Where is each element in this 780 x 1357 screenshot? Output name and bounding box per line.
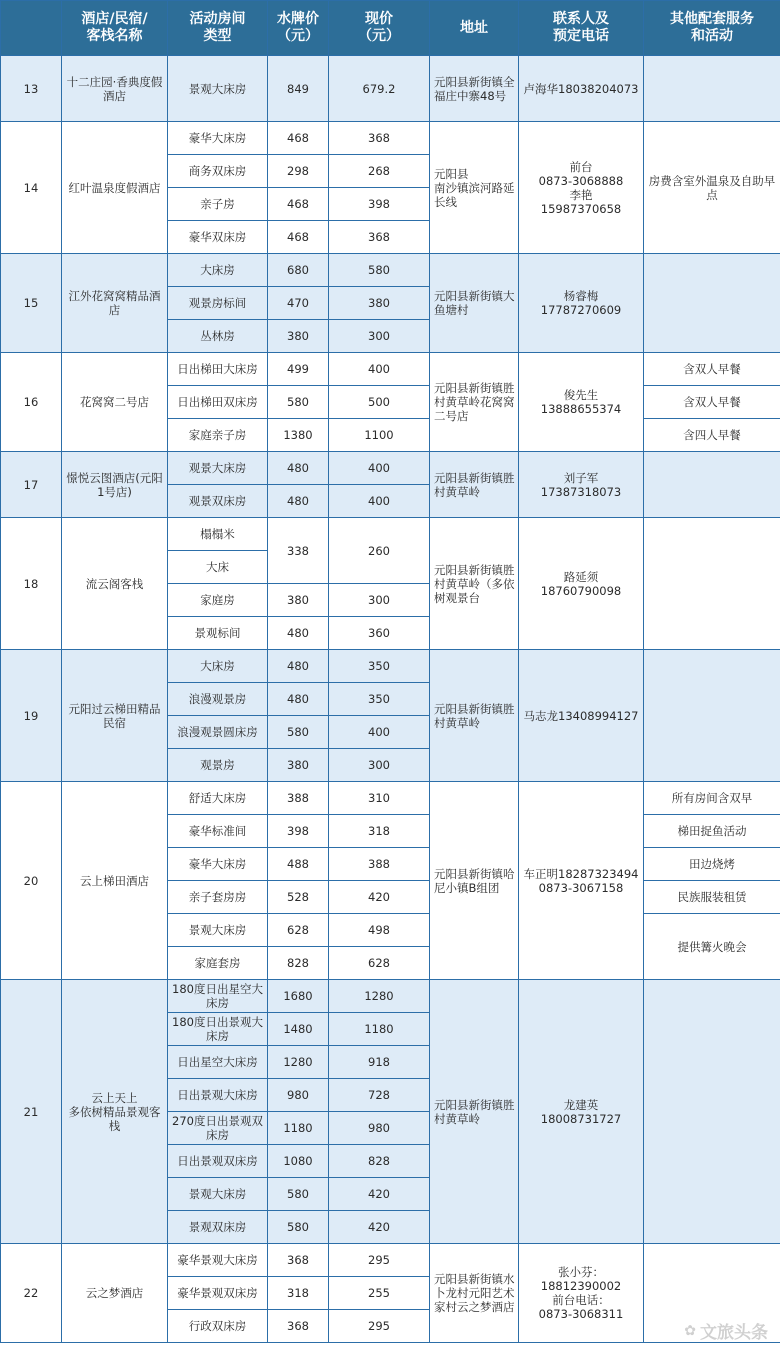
room-type: 豪华景观双床房 — [168, 1277, 268, 1310]
current-price: 300 — [329, 749, 430, 782]
room-type: 行政双床房 — [168, 1310, 268, 1343]
room-type: 商务双床房 — [168, 155, 268, 188]
current-price: 420 — [329, 1178, 430, 1211]
room-type: 观景房 — [168, 749, 268, 782]
room-type: 270度日出景观双床房 — [168, 1112, 268, 1145]
room-type: 大床 — [168, 551, 268, 584]
header-row — [1, 1, 780, 56]
list-price: 580 — [268, 1178, 329, 1211]
table-row — [1, 518, 780, 551]
current-price: 398 — [329, 188, 430, 221]
room-type: 亲子房 — [168, 188, 268, 221]
list-price: 480 — [268, 617, 329, 650]
list-price: 380 — [268, 584, 329, 617]
hotel-contact: 杨睿梅 17787270609 — [519, 254, 644, 353]
hotel-address: 元阳县 南沙镇滨河路延长线 — [430, 122, 519, 254]
header-services: 其他配套服务 和活动 — [644, 1, 780, 56]
hotel-address: 元阳县新街镇胜村黄草岭 — [430, 650, 519, 782]
hotel-number: 20 — [1, 782, 62, 980]
room-type: 家庭套房 — [168, 947, 268, 980]
list-price: 1280 — [268, 1046, 329, 1079]
hotel-number: 14 — [1, 122, 62, 254]
table-row — [1, 122, 780, 155]
hotel-name: 憬悦云图酒店(元阳1号店) — [62, 452, 168, 518]
hotel-name: 花窝窝二号店 — [62, 353, 168, 452]
room-type: 180度日出星空大床房 — [168, 980, 268, 1013]
hotel-number: 19 — [1, 650, 62, 782]
hotel-contact: 前台 0873-3068888 李艳 15987370658 — [519, 122, 644, 254]
list-price: 368 — [268, 1244, 329, 1277]
hotel-name: 云上天上 多依树精品景观客栈 — [62, 980, 168, 1244]
hotel-name: 云上梯田酒店 — [62, 782, 168, 980]
list-price: 398 — [268, 815, 329, 848]
room-type: 景观大床房 — [168, 56, 268, 122]
current-price: 295 — [329, 1310, 430, 1343]
paw-icon: ✿ — [684, 1322, 696, 1339]
list-price: 580 — [268, 386, 329, 419]
list-price: 480 — [268, 650, 329, 683]
hotel-service: 所有房间含双早 — [644, 782, 780, 815]
current-price: 300 — [329, 320, 430, 353]
list-price: 380 — [268, 749, 329, 782]
list-price: 528 — [268, 881, 329, 914]
hotel-number: 13 — [1, 56, 62, 122]
room-type: 观景房标间 — [168, 287, 268, 320]
room-type: 豪华标准间 — [168, 815, 268, 848]
hotel-number: 15 — [1, 254, 62, 353]
list-price: 468 — [268, 122, 329, 155]
room-type: 浪漫观景房 — [168, 683, 268, 716]
room-type: 大床房 — [168, 254, 268, 287]
list-price: 849 — [268, 56, 329, 122]
hotel-name: 红叶温泉度假酒店 — [62, 122, 168, 254]
current-price: 300 — [329, 584, 430, 617]
header-address: 地址 — [430, 1, 519, 56]
hotel-contact: 车正明18287323494 0873-3067158 — [519, 782, 644, 980]
current-price: 679.2 — [329, 56, 430, 122]
table-row — [1, 980, 780, 1013]
room-type: 豪华大床房 — [168, 848, 268, 881]
hotel-number: 18 — [1, 518, 62, 650]
hotel-name: 元阳过云梯田精品民宿 — [62, 650, 168, 782]
hotel-name: 云之梦酒店 — [62, 1244, 168, 1343]
header-contact: 联系人及 预定电话 — [519, 1, 644, 56]
current-price: 400 — [329, 452, 430, 485]
current-price: 498 — [329, 914, 430, 947]
list-price: 488 — [268, 848, 329, 881]
list-price: 480 — [268, 485, 329, 518]
list-price: 580 — [268, 716, 329, 749]
hotel-service: 含双人早餐 — [644, 386, 780, 419]
current-price: 828 — [329, 1145, 430, 1178]
table-row — [1, 254, 780, 287]
hotel-contact: 龙建英 18008731727 — [519, 980, 644, 1244]
current-price: 400 — [329, 485, 430, 518]
header-current-price: 现价 （元） — [329, 1, 430, 56]
current-price: 728 — [329, 1079, 430, 1112]
current-price: 255 — [329, 1277, 430, 1310]
list-price: 468 — [268, 188, 329, 221]
hotel-service — [644, 980, 780, 1244]
hotel-address: 元阳县新街镇胜村黄草岭 — [430, 980, 519, 1244]
current-price: 400 — [329, 353, 430, 386]
list-price: 1480 — [268, 1013, 329, 1046]
current-price: 420 — [329, 1211, 430, 1244]
room-type: 家庭亲子房 — [168, 419, 268, 452]
room-type: 榻榻米 — [168, 518, 268, 551]
room-type: 日出景观大床房 — [168, 1079, 268, 1112]
hotel-address: 元阳县新街镇胜村黄草岭花窝窝二号店 — [430, 353, 519, 452]
current-price: 368 — [329, 122, 430, 155]
table-row — [1, 1244, 780, 1277]
current-price: 318 — [329, 815, 430, 848]
table-body — [1, 56, 780, 1343]
hotel-contact: 路延须 18760790098 — [519, 518, 644, 650]
header-room-type: 活动房间 类型 — [168, 1, 268, 56]
list-price: 368 — [268, 1310, 329, 1343]
current-price: 628 — [329, 947, 430, 980]
hotel-service — [644, 254, 780, 353]
list-price: 1180 — [268, 1112, 329, 1145]
list-price: 468 — [268, 221, 329, 254]
current-price: 380 — [329, 287, 430, 320]
hotel-service: 房费含室外温泉及自助早点 — [644, 122, 780, 254]
watermark — [684, 1318, 768, 1343]
hotel-number: 22 — [1, 1244, 62, 1343]
list-price: 480 — [268, 452, 329, 485]
hotel-service — [644, 650, 780, 782]
table-row — [1, 353, 780, 386]
current-price: 260 — [329, 518, 430, 584]
hotel-number: 17 — [1, 452, 62, 518]
hotel-service: 民族服装租赁 — [644, 881, 780, 914]
watermark-text: 文旅头条 — [700, 1323, 768, 1343]
hotel-contact: 马志龙13408994127 — [519, 650, 644, 782]
room-type: 大床房 — [168, 650, 268, 683]
room-type: 景观大床房 — [168, 914, 268, 947]
hotel-service — [644, 452, 780, 518]
header-name: 酒店/民宿/ 客栈名称 — [62, 1, 168, 56]
room-type: 亲子套房房 — [168, 881, 268, 914]
hotel-name: 流云阁客栈 — [62, 518, 168, 650]
room-type: 浪漫观景圆床房 — [168, 716, 268, 749]
table-row — [1, 650, 780, 683]
hotel-number: 21 — [1, 980, 62, 1244]
list-price: 298 — [268, 155, 329, 188]
room-type: 家庭房 — [168, 584, 268, 617]
room-type: 景观双床房 — [168, 1211, 268, 1244]
hotel-address: 元阳县新街镇水卜龙村元阳艺术家村云之梦酒店 — [430, 1244, 519, 1343]
list-price: 480 — [268, 683, 329, 716]
current-price: 295 — [329, 1244, 430, 1277]
hotel-address: 元阳县新街镇哈尼小镇B组团 — [430, 782, 519, 980]
room-type: 日出梯田大床房 — [168, 353, 268, 386]
room-type: 观景大床房 — [168, 452, 268, 485]
list-price: 338 — [268, 518, 329, 584]
room-type: 丛林房 — [168, 320, 268, 353]
list-price: 580 — [268, 1211, 329, 1244]
list-price: 980 — [268, 1079, 329, 1112]
room-type: 日出梯田双床房 — [168, 386, 268, 419]
hotel-contact: 刘子军 17387318073 — [519, 452, 644, 518]
current-price: 350 — [329, 650, 430, 683]
current-price: 580 — [329, 254, 430, 287]
hotel-service: 田边烧烤 — [644, 848, 780, 881]
hotel-name: 江外花窝窝精品酒店 — [62, 254, 168, 353]
current-price: 400 — [329, 716, 430, 749]
list-price: 828 — [268, 947, 329, 980]
hotel-number: 16 — [1, 353, 62, 452]
room-type: 180度日出景观大床房 — [168, 1013, 268, 1046]
list-price: 388 — [268, 782, 329, 815]
hotel-service: 含双人早餐 — [644, 353, 780, 386]
current-price: 388 — [329, 848, 430, 881]
room-type: 日出星空大床房 — [168, 1046, 268, 1079]
current-price: 368 — [329, 221, 430, 254]
room-type: 舒适大床房 — [168, 782, 268, 815]
current-price: 1280 — [329, 980, 430, 1013]
hotel-service — [644, 518, 780, 650]
current-price: 980 — [329, 1112, 430, 1145]
hotel-service: 提供篝火晚会 — [644, 914, 780, 980]
room-type: 观景双床房 — [168, 485, 268, 518]
current-price: 500 — [329, 386, 430, 419]
hotel-contact: 张小芬： 18812390002 前台电话： 0873-3068311 — [519, 1244, 644, 1343]
room-type: 景观大床房 — [168, 1178, 268, 1211]
list-price: 1380 — [268, 419, 329, 452]
list-price: 470 — [268, 287, 329, 320]
list-price: 1680 — [268, 980, 329, 1013]
hotel-service: 梯田捉鱼活动 — [644, 815, 780, 848]
hotel-contact: 卢海华18038204073 — [519, 56, 644, 122]
list-price: 499 — [268, 353, 329, 386]
current-price: 918 — [329, 1046, 430, 1079]
list-price: 1080 — [268, 1145, 329, 1178]
current-price: 268 — [329, 155, 430, 188]
current-price: 420 — [329, 881, 430, 914]
list-price: 628 — [268, 914, 329, 947]
room-type: 豪华大床房 — [168, 122, 268, 155]
hotel-name: 十二庄园·香典度假酒店 — [62, 56, 168, 122]
room-type: 景观标间 — [168, 617, 268, 650]
list-price: 318 — [268, 1277, 329, 1310]
current-price: 310 — [329, 782, 430, 815]
hotel-service — [644, 56, 780, 122]
room-type: 豪华双床房 — [168, 221, 268, 254]
current-price: 1100 — [329, 419, 430, 452]
room-type: 日出景观双床房 — [168, 1145, 268, 1178]
hotel-contact: 俊先生 13888655374 — [519, 353, 644, 452]
current-price: 350 — [329, 683, 430, 716]
hotel-service: 含四人早餐 — [644, 419, 780, 452]
header-list-price: 水牌价 （元） — [268, 1, 329, 56]
hotel-address: 元阳县新街镇大鱼塘村 — [430, 254, 519, 353]
hotel-address: 元阳县新街镇胜村黄草岭 — [430, 452, 519, 518]
current-price: 360 — [329, 617, 430, 650]
table-row — [1, 452, 780, 485]
table-row — [1, 56, 780, 122]
table-row — [1, 782, 780, 815]
list-price: 380 — [268, 320, 329, 353]
header-no — [1, 1, 62, 56]
hotel-address: 元阳县新街镇全福庄中寨48号 — [430, 56, 519, 122]
hotel-address: 元阳县新街镇胜村黄草岭（多依树观景台 — [430, 518, 519, 650]
room-type: 豪华景观大床房 — [168, 1244, 268, 1277]
list-price: 680 — [268, 254, 329, 287]
current-price: 1180 — [329, 1013, 430, 1046]
